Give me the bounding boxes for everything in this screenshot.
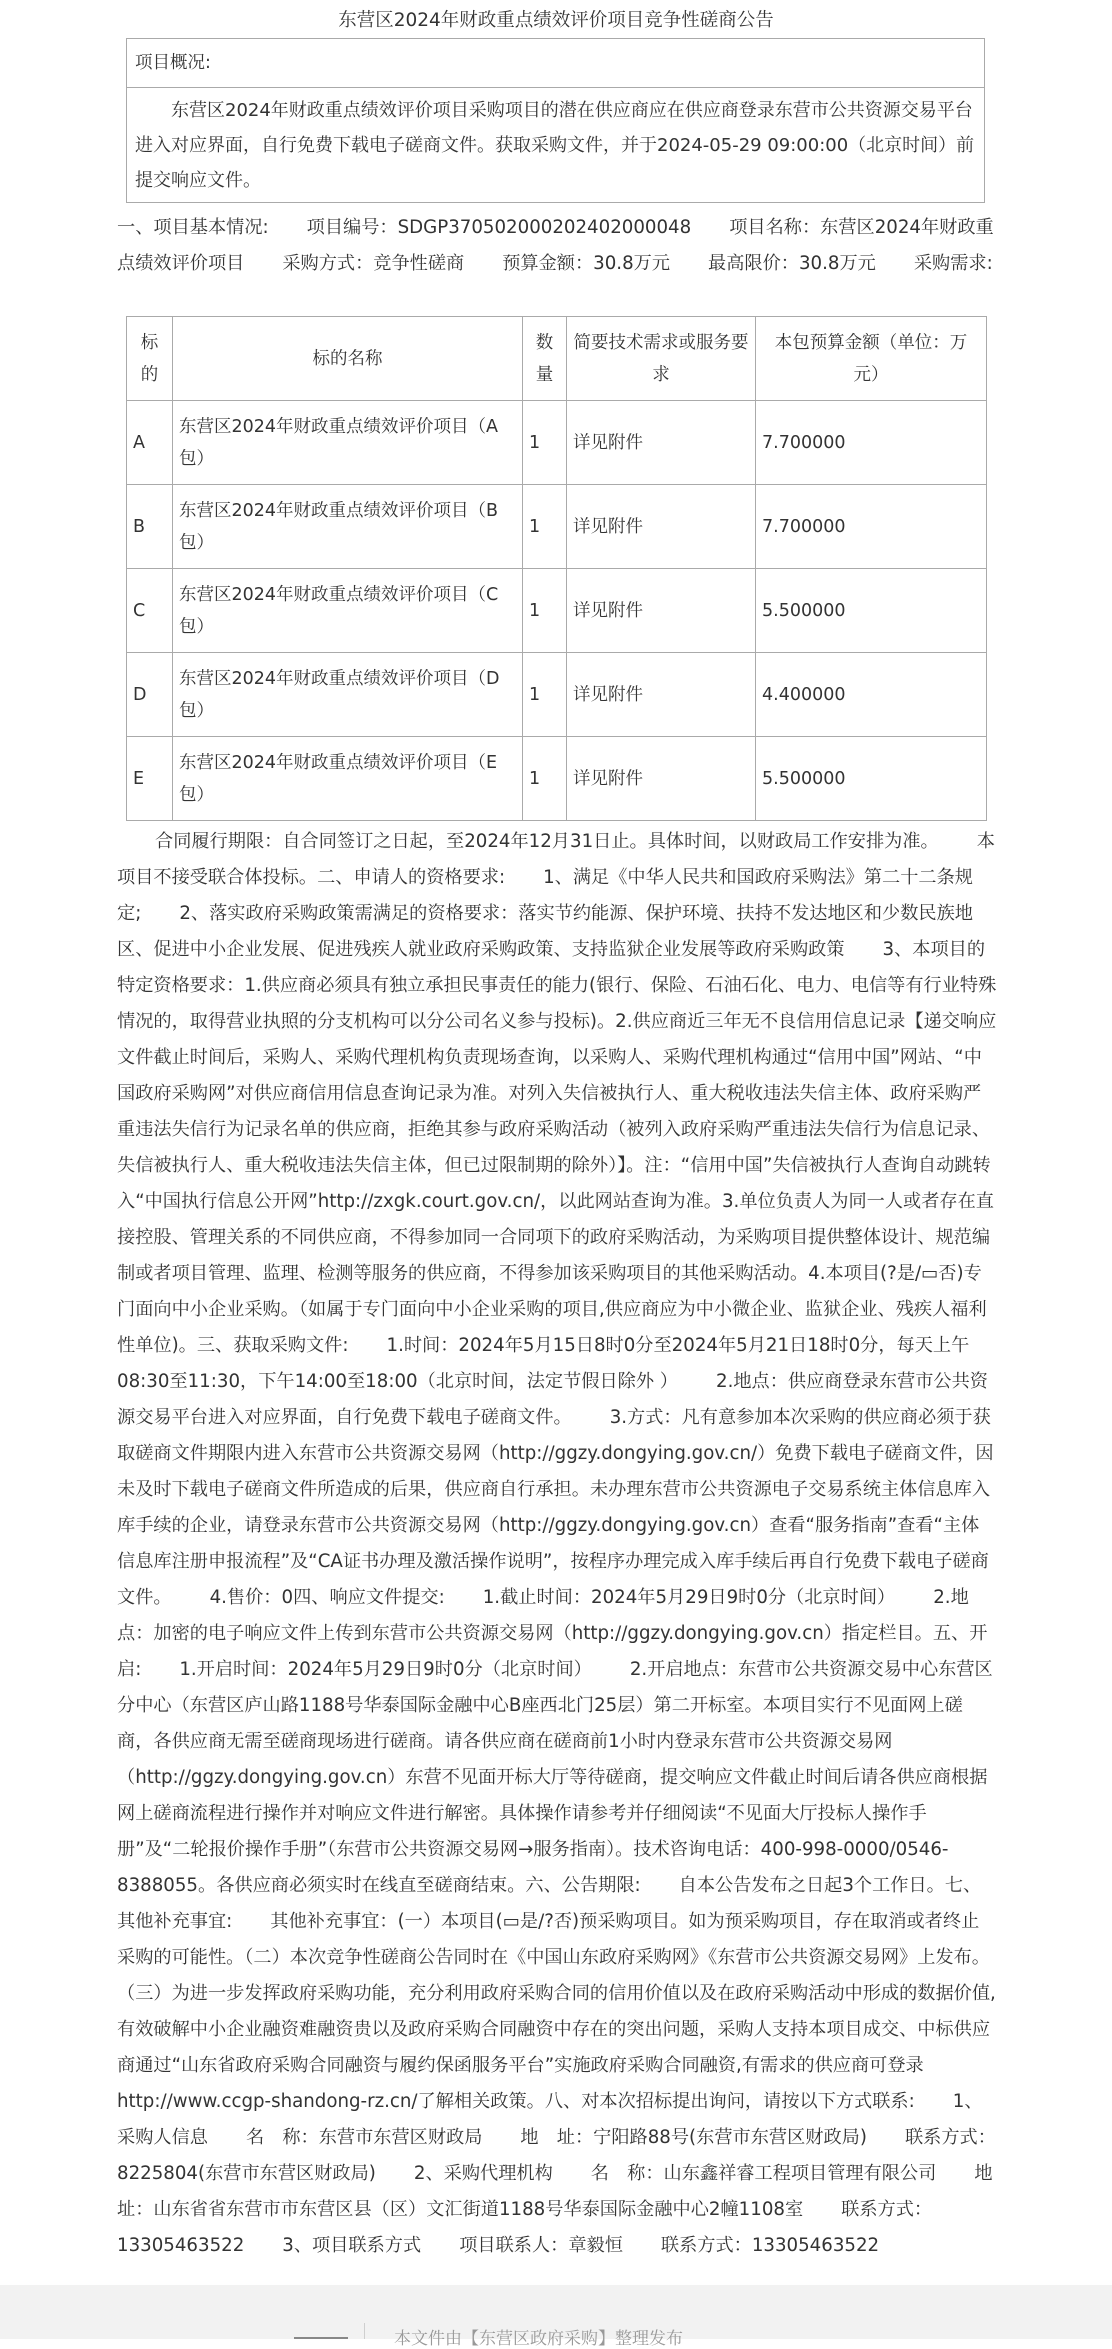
cell-budget: 4.400000 <box>756 653 987 737</box>
obtain-heading: 三、获取采购文件: <box>196 1335 349 1356</box>
qualification-1: 1、满足《中华人民共和国政府采购法》第二十二条规定; <box>117 867 973 924</box>
table-row <box>127 485 987 569</box>
opening-time: 1.开启时间：2024年5月29日9时0分（北京时间） <box>179 1659 592 1680</box>
agent-contact: 联系方式：13305463522 <box>117 2199 933 2256</box>
submit-deadline: 1.截止时间：2024年5月29日9时0分（北京时间） <box>482 1587 896 1608</box>
notice-period: 自本公告发布之日起3个工作日。 <box>678 1875 945 1896</box>
buyer-label: 1、采购人信息 <box>117 2091 983 2148</box>
cell-lot: C <box>127 569 173 653</box>
procurement-method: 采购方式：竞争性磋商 <box>282 253 465 274</box>
cell-req: 详见附件 <box>567 653 756 737</box>
cell-qty: 1 <box>523 737 567 821</box>
cell-budget: 7.700000 <box>756 401 987 485</box>
opening-heading: 五、开启: <box>117 1623 988 1680</box>
qualification-3: 3、本项目的特定资格要求：1.供应商必须具有独立承担民事责任的能力(银行、保险、石油石化、电力、电信等有行业特殊情况的，取得营业执照的分支机构可以分公司名义参与投标)。2.供应商近三年无不良信用信息记录【递交响应文件截止时间后，采购人、采购代理机构负责现场查询，以采购人、采购代理机构通过“信用中国”网站、“中国政府采购网”对供应商信用信息查询记录为准。对列入失信被执行人、重大税收违法失信主体、政府采购严重违法失信行为记录名单的供应商，拒绝其参与政府采购活动（被列入政府采购严重违法失信行为信息记录、失信被执行人、重大税收违法失信主体，但已过限制期的除外）】。注：“信用中国”失信被执行人查询自动跳转入“中国执行信息公开网”http://zxgk.court.gov.cn/，以此网站查询为准。3.单位负责人为同一人或者存在直接控股、管理关系的不同供应商，不得参加同一合同项下的政府采购活动，为采购项目提供整体设计、规范编制或者项目管理、监理、检测等服务的供应商，不得参加该采购项目的其他采购活动。4.本项目(?是/▭否)专门面向中小企业采购。（如属于专门面向中小企业采购的项目,供应商应为中小微企业、监狱企业、残疾人福利性单位)。 <box>117 939 997 1356</box>
agent-name: 名 称：山东鑫祥睿工程项目管理有限公司 <box>590 2163 937 2184</box>
footer-separator <box>364 2323 365 2339</box>
qualification-heading: 二、申请人的资格要求: <box>317 867 506 888</box>
announcement-body <box>117 824 1011 2264</box>
qualification-2: 2、落实政府采购政策需满足的资格要求：落实节约能源、保护环境、扶持不发达地区和少数民族地区、促进中小企业发展、促进残疾人就业政府采购政策、支持监狱企业发展等政府采购政策 <box>117 903 973 960</box>
obtain-price: 4.售价：0 <box>209 1587 294 1608</box>
cell-name: 东营区2024年财政重点绩效评价项目（D包） <box>173 653 523 737</box>
overview-text: 东营区2024年财政重点绩效评价项目采购项目的潜在供应商应在供应商登录东营市公共资源交易平台进入对应界面，自行免费下载电子磋商文件。获取采购文件，并于2024-05-29 09:00:00（北京时间）前提交响应文件。 <box>135 100 975 191</box>
opening-place: 2.开启地点：东营市公共资源交易中心东营区分中心（东营区庐山路1188号华泰国际金融中心B座西北门25层）第二开标室。本项目实行不见面网上磋商，各供应商无需至磋商现场进行磋商。请各供应商在磋商前1小时内登录东营市公共资源交易网（http://ggzy.dongying.gov.cn）东营不见面开标大厅等待磋商，提交响应文件截止时间后请各供应商根据网上磋商流程进行操作并对响应文件进行解密。具体操作请参考并仔细阅读“不见面大厅投标人操作手册”及“二轮报价操作手册”（东营市公共资源交易网→服务指南）。技术咨询电话：400-998-0000/0546-8388055。各供应商必须实时在线直至磋商结束。 <box>117 1659 993 1896</box>
project-number: 项目编号：SDGP370502000202402000048 <box>306 217 692 238</box>
other-heading: 七、其他补充事宜: <box>117 1875 982 1932</box>
col-header-lot: 标的 <box>127 317 173 401</box>
project-name: 项目名称：东营区2024年财政重点绩效评价项目 <box>117 217 994 274</box>
basic-heading: 一、项目基本情况: <box>117 217 269 238</box>
cell-budget: 5.500000 <box>756 737 987 821</box>
buyer-name: 名 称：东营市东营区财政局 <box>245 2127 483 2148</box>
contract-period: 合同履行期限：自合同签订之日起，至2024年12月31日止。具体时间，以财政局工作安排为准。 <box>155 831 939 852</box>
cell-qty: 1 <box>523 653 567 737</box>
max-price: 最高限价：30.8万元 <box>708 253 876 274</box>
cell-lot: E <box>127 737 173 821</box>
buyer-contact: 联系方式：8225804(东营市东营区财政局) <box>117 2127 996 2184</box>
project-overview-box <box>126 38 985 203</box>
cell-budget: 5.500000 <box>756 569 987 653</box>
cell-req: 详见附件 <box>567 737 756 821</box>
cell-qty: 1 <box>523 485 567 569</box>
project-contact-phone: 联系方式：13305463522 <box>660 2235 880 2256</box>
col-header-req: 简要技术需求或服务要求 <box>567 317 756 401</box>
cell-budget: 7.700000 <box>756 485 987 569</box>
cell-lot: D <box>127 653 173 737</box>
cell-lot: A <box>127 401 173 485</box>
agent-label: 2、采购代理机构 <box>413 2163 553 2184</box>
cell-lot: B <box>127 485 173 569</box>
cell-req: 详见附件 <box>567 485 756 569</box>
cell-req: 详见附件 <box>567 401 756 485</box>
col-header-name: 标的名称 <box>173 317 523 401</box>
cell-name: 东营区2024年财政重点绩效评价项目（E包） <box>173 737 523 821</box>
submit-heading: 四、响应文件提交: <box>293 1587 445 1608</box>
table-row <box>127 737 987 821</box>
page-title: 东营区2024年财政重点绩效评价项目竞争性磋商公告 <box>338 10 774 31</box>
obtain-place: 2.地点：供应商登录东营市公共资源交易平台进入对应界面，自行免费下载电子磋商文件。 <box>117 1371 988 1428</box>
notice-heading: 六、公告期限: <box>525 1875 641 1896</box>
col-header-qty: 数量 <box>523 317 567 401</box>
cell-name: 东营区2024年财政重点绩效评价项目（B包） <box>173 485 523 569</box>
other-matters: 其他补充事宜：(一）本项目(▭是/?否)预采购项目。如为预采购项目，存在取消或者终止采购的可能性。（二）本次竞争性磋商公告同时在《中国山东政府采购网》《东营市公共资源交易网》上发布。（三）为进一步发挥政府采购功能，充分利用政府采购合同的信用价值以及在政府采购活动中形成的数据价值,有效破解中小企业融资难融资贵以及政府采购合同融资中存在的突出问题，采购人支持本项目成交、中标供应商通过“山东省政府采购合同融资与履约保函服务平台”实施政府采购合同融资,有需求的供应商可登录http://www.ccgp-shandong-rz.cn/了解相关政策。 <box>117 1911 996 2112</box>
project-contact-person: 项目联系人：章毅恒 <box>459 2235 623 2256</box>
agent-address: 地 址：山东省省东营市市东营区县（区）文汇街道1188号华泰国际金融中心2幢1108室 <box>117 2163 1011 2220</box>
submit-place: 2.地 点：加密的电子响应文件上传到东营市公共资源交易网（http://ggzy.dongying.gov.cn）指定栏目。 <box>117 1587 987 1644</box>
no-consortium: 本项目不接受联合体投标。 <box>117 831 995 888</box>
obtain-time: 1.时间：2024年5月15日8时0分至2024年5月21日18时0分，每天上午08:30至11:30，下午14:00至18:00（北京时间，法定节假日除外 ） <box>117 1335 970 1392</box>
basic-info <box>117 210 997 282</box>
contact-heading: 八、对本次招标提出询问，请按以下方式联系: <box>544 2091 915 2112</box>
cell-name: 东营区2024年财政重点绩效评价项目（A包） <box>173 401 523 485</box>
lot-table <box>126 316 987 821</box>
cell-qty: 1 <box>523 401 567 485</box>
table-header-row <box>127 317 987 401</box>
obtain-method: 3.方式：凡有意参加本次采购的供应商必须于获取磋商文件期限内进入东营市公共资源交易网（http://ggzy.dongying.gov.cn/）免费下载电子磋商文件，因未及时下载电子磋商文件所造成的后果，供应商自行承担。未办理东营市公共资源电子交易系统主体信息库入库手续的企业，请登录东营市公共资源交易网（http://ggzy.dongying.gov.cn）查看“服务指南”查看“主体信息库注册申报流程”及“CA证书办理及激活操作说明”，按程序办理完成入库手续后再自行免费下载电子磋商文件。 <box>117 1407 994 1608</box>
cell-req: 详见附件 <box>567 569 756 653</box>
project-contact-label: 3、项目联系方式 <box>282 2235 422 2256</box>
buyer-address: 地 址：宁阳路88号(东营市东营区财政局) <box>520 2127 867 2148</box>
demand-label: 采购需求: <box>913 253 993 274</box>
cell-qty: 1 <box>523 569 567 653</box>
table-row <box>127 653 987 737</box>
cell-name: 东营区2024年财政重点绩效评价项目（C包） <box>173 569 523 653</box>
footer-decor-bar <box>294 2337 348 2339</box>
table-row <box>127 569 987 653</box>
overview-label: 项目概况: <box>127 39 984 88</box>
footer-text: 本文件由【东营区政府采购】整理发布 <box>394 2329 683 2349</box>
budget-amount: 预算金额：30.8万元 <box>502 253 671 274</box>
col-header-budget: 本包预算金额（单位：万元） <box>756 317 987 401</box>
table-row <box>127 401 987 485</box>
